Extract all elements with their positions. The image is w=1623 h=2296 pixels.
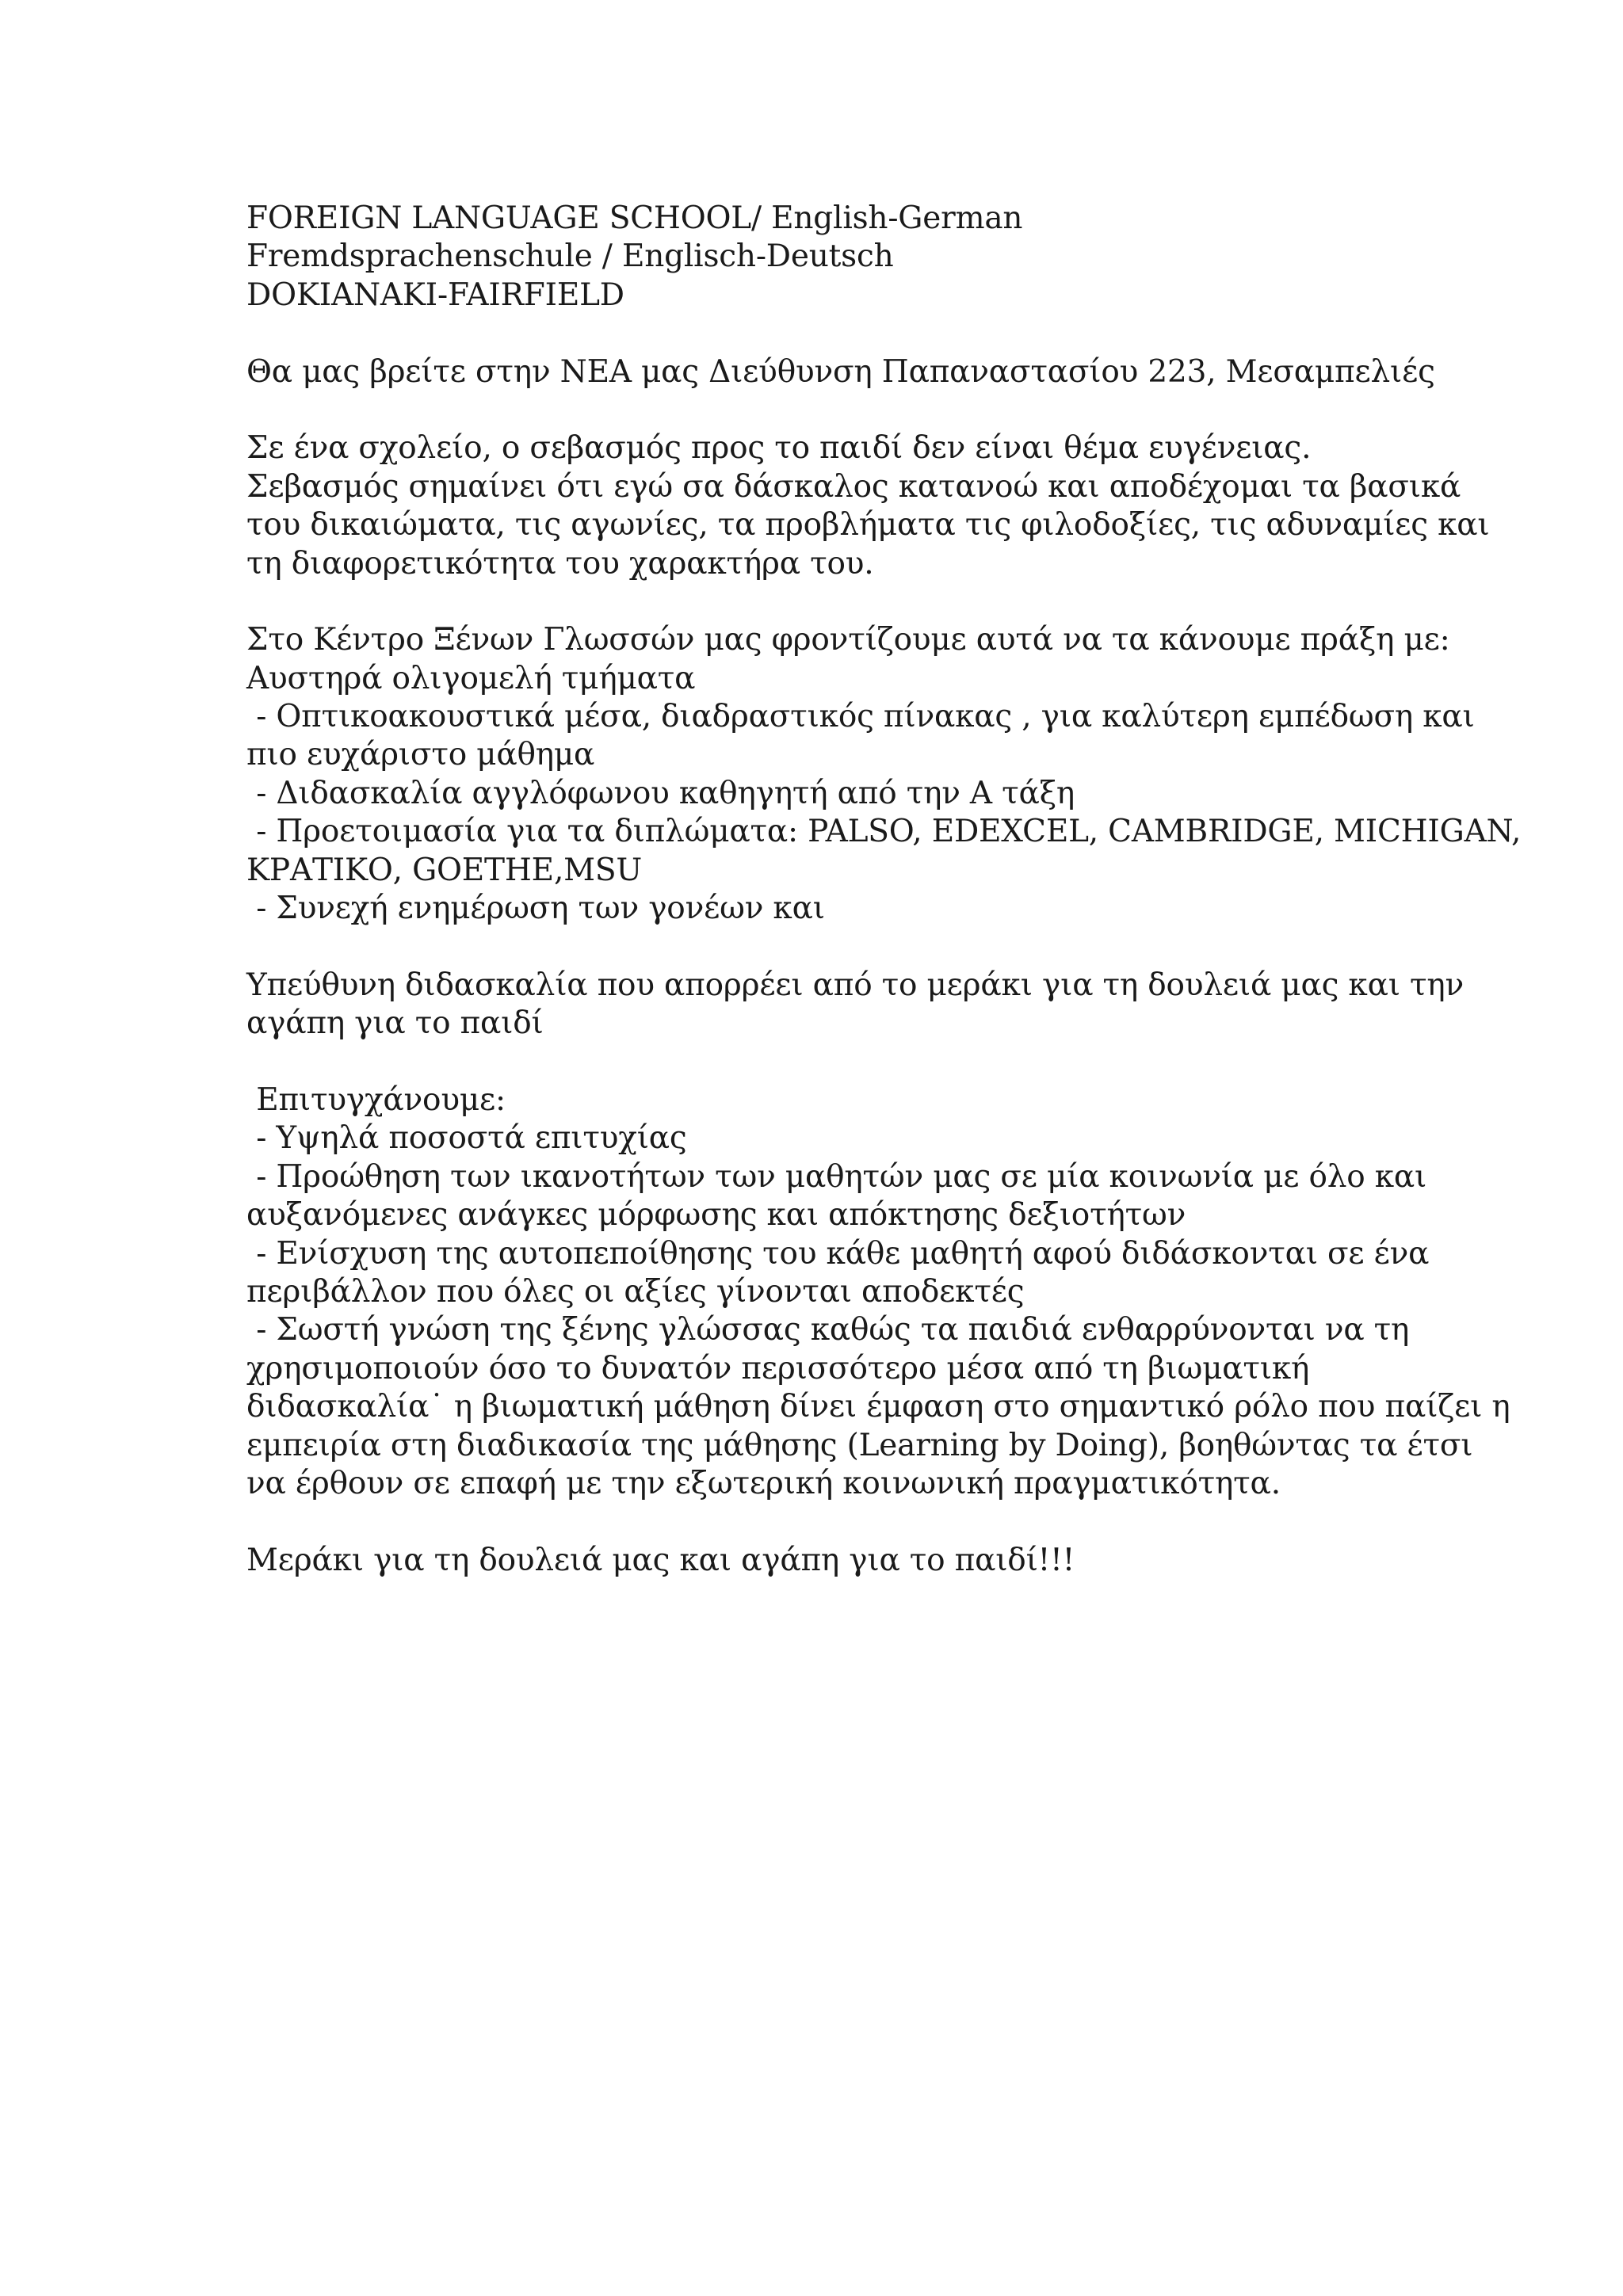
respect-line: Σεβασμός σημαίνει ότι εγώ σα δάσκαλος κατανοώ και αποδέχομαι τα βασικά: [246, 468, 1461, 505]
responsibility-line: Υπεύθυνη διδασκαλία που απορρέει από το μεράκι για τη δουλειά μας και την: [246, 967, 1465, 1003]
respect-line: Σε ένα σχολείο, ο σεβασμός προς το παιδί δεν είναι θέμα ευγένειας.: [246, 430, 1312, 467]
achievements-line: - Υψηλά ποσοστά επιτυχίας: [246, 1120, 687, 1157]
center-line: - Διδασκαλία αγγλόφωνου καθηγητή από την Α τάξη: [246, 775, 1075, 811]
respect-line: του δικαιώματα, τις αγωνίες, τα προβλήματα τις φιλοδοξίες, τις αδυναμίες και: [246, 507, 1490, 543]
achievements-line: να έρθουν σε επαφή με την εξωτερική κοινωνική πραγματικότητα.: [246, 1465, 1281, 1501]
spacer: [246, 583, 1483, 621]
center-line: - Προετοιμασία για τα διπλώματα: PALSO, EDEXCEL, CAMBRIDGE, MICHIGAN,: [246, 814, 1522, 850]
center-line: Αυστηρά ολιγομελή τμήματα: [246, 660, 696, 696]
center-line: - Οπτικοακουστικά μέσα, διαδραστικός πίνακας , για καλύτερη εμπέδωση και: [246, 699, 1475, 735]
achievements-line: - Σωστή γνώση της ξένης γλώσσας καθώς τα παιδιά ενθαρρύνονται να τη: [246, 1312, 1410, 1348]
document-body: [246, 200, 1522, 1580]
spacer: [246, 1503, 1483, 1541]
center-line: Στο Κέντρο Ξένων Γλωσσών μας φροντίζουμε αυτά να τα κάνουμε πράξη με:: [246, 622, 1450, 658]
spacer: [246, 315, 1483, 353]
school-name: FOREIGN LANGUAGE SCHOOL/ English-German: [246, 200, 1023, 236]
spacer: [246, 1043, 1483, 1081]
owner-name: DOKIANAKI-FAIRFIELD: [246, 277, 624, 313]
achievements-line: Επιτυγχάνουμε:: [246, 1081, 506, 1118]
responsibility-line: αγάπη για το παιδί: [246, 1005, 544, 1042]
closing-line: Μεράκι για τη δουλειά μας και αγάπη για το παιδί!!!: [246, 1542, 1075, 1578]
school-name-german: Fremdsprachenschule / Englisch-Deutsch: [246, 238, 894, 275]
address-line: Θα μας βρείτε στην ΝΕΑ μας Διεύθυνση Παπαναστασίου 223, Μεσαμπελιές: [246, 353, 1435, 390]
achievements-line: διδασκαλία˙ η βιωματική μάθηση δίνει έμφαση στο σημαντικό ρόλο που παίζει η: [246, 1389, 1510, 1425]
achievements-line: - Προώθηση των ικανοτήτων των μαθητών μας σε μία κοινωνία με όλο και: [246, 1158, 1427, 1195]
respect-line: τη διαφορετικότητα του χαρακτήρα του.: [246, 545, 874, 582]
achievements-line: αυξανόμενες ανάγκες μόρφωσης και απόκτησης δεξιοτήτων: [246, 1197, 1186, 1234]
spacer: [246, 928, 1483, 966]
center-line: πιο ευχάριστο μάθημα: [246, 737, 595, 773]
achievements-line: χρησιμοποιούν όσο το δυνατόν περισσότερο μέσα από τη βιωματική: [246, 1350, 1310, 1386]
center-line: ΚΡΑΤΙΚΟ, GOETHE,MSU: [246, 852, 643, 888]
center-line: - Συνεχή ενημέρωση των γονέων και: [246, 891, 825, 927]
achievements-line: - Ενίσχυση της αυτοπεποίθησης του κάθε μαθητή αφού διδάσκονται σε ένα: [246, 1235, 1430, 1272]
achievements-line: περιβάλλον που όλες οι αξίες γίνονται αποδεκτές: [246, 1273, 1025, 1310]
spacer: [246, 391, 1483, 429]
achievements-line: εμπειρία στη διαδικασία της μάθησης (Learning by Doing), βοηθώντας τα έτσι: [246, 1427, 1473, 1463]
